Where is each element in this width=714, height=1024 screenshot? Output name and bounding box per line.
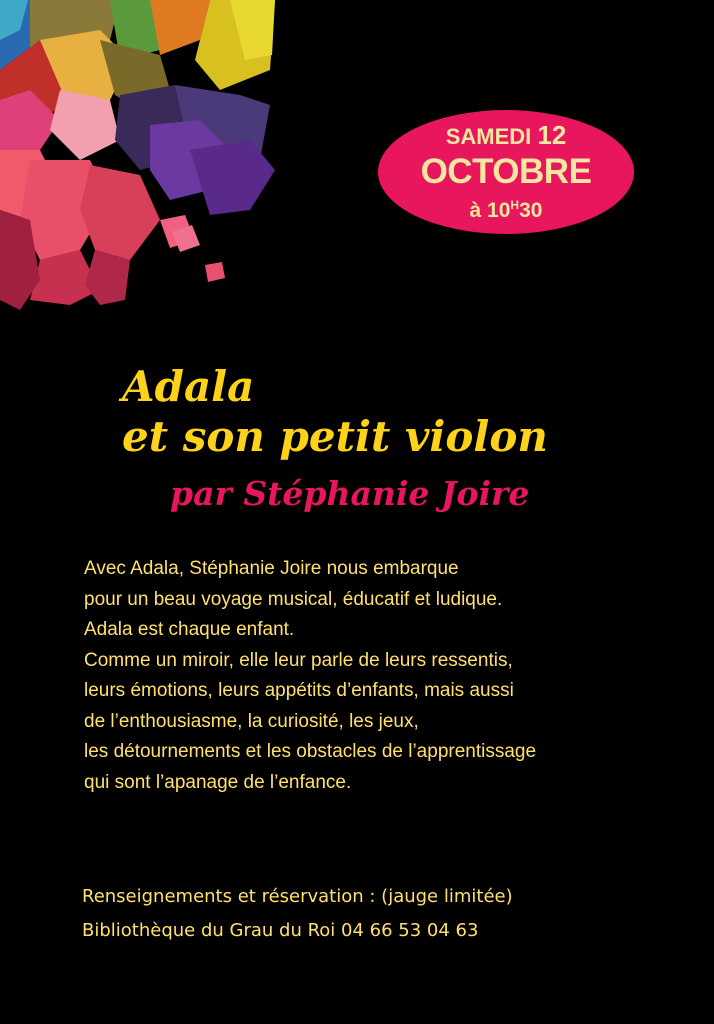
- contact-info: [82, 880, 513, 948]
- date-month: OCTOBRE: [420, 152, 592, 191]
- collage-illustration: [0, 0, 300, 320]
- event-author: par Stéphanie Joire: [170, 474, 530, 513]
- title-line-2: et son petit violon: [122, 412, 548, 461]
- date-time-minutes: 30: [519, 199, 543, 222]
- description-line: Comme un miroir, elle leur parle de leurs ressentis,: [84, 649, 513, 671]
- reservation-text: Renseignements et réservation : (jauge limitée): [82, 886, 513, 907]
- date-day: 12: [537, 120, 567, 150]
- library-contact: Bibliothèque du Grau du Roi 04 66 53 04 63: [82, 920, 479, 941]
- description-line: leurs émotions, leurs appétits d’enfants, mais aussi: [84, 680, 514, 701]
- description-line: qui sont l’apanage de l’enfance.: [84, 771, 352, 793]
- description-line: les détournements et les obstacles de l’apprentissage: [84, 741, 537, 762]
- event-title: [122, 362, 548, 462]
- description-line: Avec Adala, Stéphanie Joire nous embarque: [84, 558, 459, 579]
- date-weekday-line: [378, 120, 634, 151]
- date-time-prefix: à 10: [469, 199, 511, 222]
- description-line: pour un beau voyage musical, éducatif et ludique.: [84, 588, 503, 610]
- date-weekday: SAMEDI: [445, 124, 532, 149]
- description-line: de l’enthousiasme, la curiosité, les jeux,: [84, 710, 419, 732]
- event-description: [84, 554, 536, 798]
- title-line-1: Adala: [122, 362, 255, 411]
- date-badge: [378, 110, 634, 234]
- date-time-superscript: H: [510, 198, 520, 212]
- description-line: Adala est chaque enfant.: [84, 619, 295, 640]
- date-time: [378, 198, 634, 223]
